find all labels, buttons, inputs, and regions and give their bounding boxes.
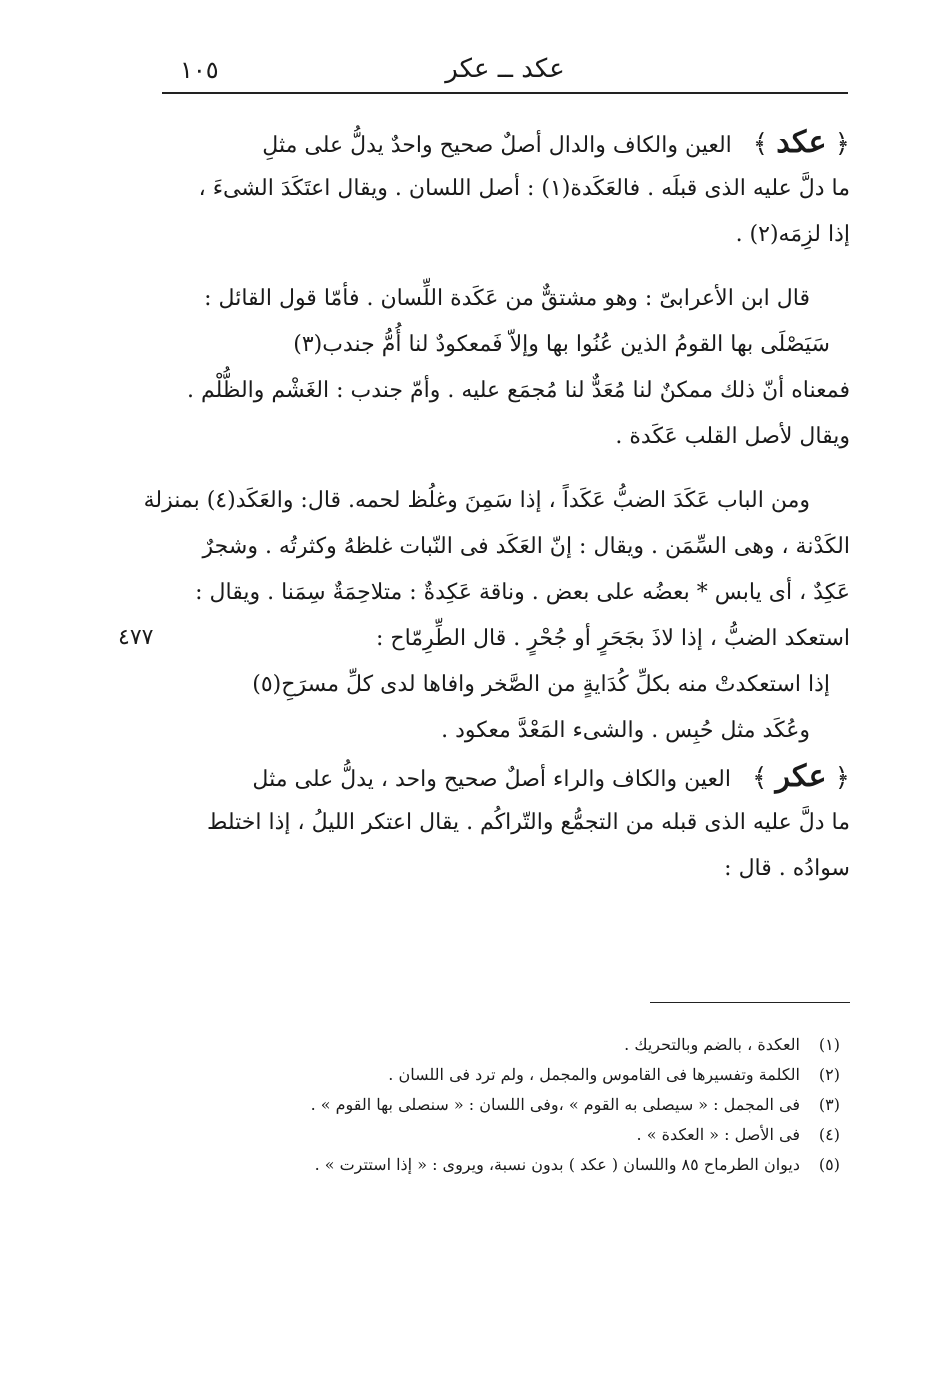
entry-line: ﴿ عكد ﴾ العين والكاف والدال أصلٌ صحيح واحدٌ يدلُّ على مثلِ <box>262 125 850 160</box>
header-rule <box>162 92 848 94</box>
footnote-rule <box>650 1002 850 1003</box>
main-text <box>143 120 850 892</box>
entry-line: ومن الباب عَكَدَ الضبُّ عَكَداً ، إذا سَمِنَ وغلُظ لحمه. قال: والعَكَد(٤) بمنزلة <box>143 488 810 513</box>
footnote: (٤)فى الأصل : « العكدة » . <box>636 1125 840 1144</box>
entry-line: فمعناه أنّ ذلك ممكنٌ لنا مُعَدٌّ لنا مُجمَع عليه . وأمّ جندب : الغَشْم والظُّلْم . <box>187 378 850 403</box>
entry-line: ويقال لأصل القلب عَكَدة . <box>615 424 850 449</box>
margin-page-reference: ٤٧٧ <box>118 625 154 650</box>
entry-line: ﴿ عكر ﴾ العين والكاف والراء أصلٌ صحيح واحد ، يدلُّ على مثل <box>252 759 850 794</box>
footnote: (٥)ديوان الطرماح ٨٥ واللسان ( عكد ) بدون نسبة، ويروى : « إذا استترت » . <box>314 1155 840 1174</box>
running-title: عكد ــ عكر <box>445 54 565 84</box>
headword-akada: ﴿ عكد ﴾ <box>752 125 850 160</box>
page-header <box>160 50 850 94</box>
footnote: (٣)فى المجمل : « سيصلى به القوم » ،وفى اللسان : « سنصلى بها القوم » . <box>310 1095 840 1114</box>
entry-line: سوادُه . قال : <box>724 856 850 881</box>
poem-verse: إذا استعكدتْ منه بكلِّ كُدَايةٍ من الصَّخر وافاها لدى كلِّ مسرَحِ(٥) <box>252 672 830 697</box>
poem-verse: سَيَصْلَى بها القومُ الذين عُنُوا بها وإلاّ فَمعكودٌ لنا أُمُّ جندب(٣) <box>293 332 830 357</box>
entry-line: الكَدْنة ، وهى السِّمَن . ويقال : إنّ العَكَد فى النّبات غلظهُ وكثرتُه . وشجرٌ <box>202 534 850 559</box>
entry-line: قال ابن الأعرابىّ : وهو مشتقٌّ من عَكَدة اللِّسان . فأمّا قول القائل : <box>204 286 810 311</box>
entry-line: ما دلَّ عليه الذى قبله من التجمُّع والتّراكُم . يقال اعتكر الليلُ ، إذا اختلط <box>206 810 850 835</box>
page-number: ١٠٥ <box>180 56 219 84</box>
entry-line: ما دلَّ عليه الذى قبلَه . فالعَكَدة(١) : أصل اللسان . ويقال اعتَكَدَ الشىءَ ، <box>198 176 850 201</box>
footnote: (١)العكدة ، بالضم وبالتحريك . <box>624 1035 840 1054</box>
entry-line: إذا لزِمَه(٢) . <box>735 222 850 247</box>
entry-line: استعكد الضبُّ ، إذا لاذَ بجَحَرٍ أو جُحْرٍ . قال الطِّرِمّاح : <box>375 626 850 651</box>
footnotes <box>160 1030 840 1180</box>
entry-line: وعُكَد مثل حُبِس . والشىء المَعْدَّ معكود . <box>441 718 810 743</box>
headword-akara: ﴿ عكر ﴾ <box>751 759 850 794</box>
entry-line: عَكِدٌ ، أى يابس * بعضُه على بعض . وناقة عَكِدةٌ : متلاحِمَةٌ سِمَنا . ويقال : <box>195 580 850 605</box>
footnote: (٢)الكلمة وتفسيرها فى القاموس والمجمل ، ولم ترد فى اللسان . <box>388 1065 840 1084</box>
